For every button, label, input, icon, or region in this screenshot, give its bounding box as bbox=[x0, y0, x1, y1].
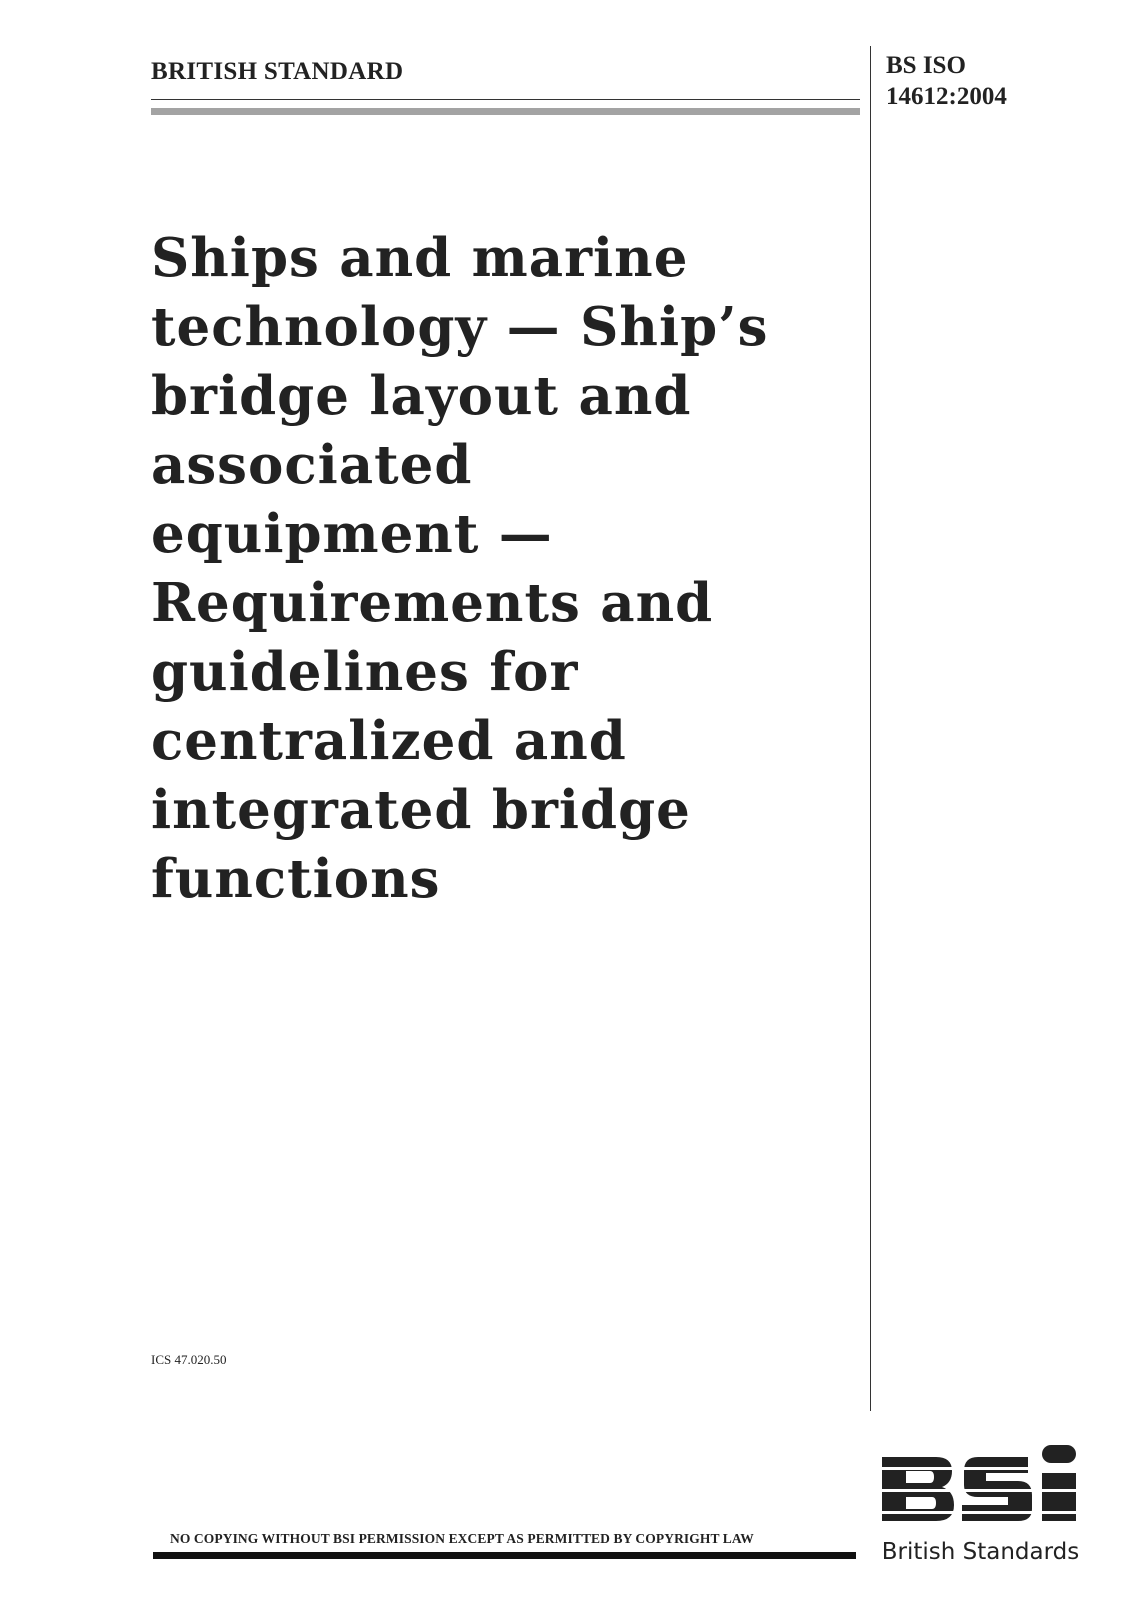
header-rule-thin bbox=[151, 99, 860, 100]
title-line: centralized and bbox=[151, 710, 627, 772]
title-line: integrated bridge bbox=[151, 779, 691, 841]
ics-code: ICS 47.020.50 bbox=[151, 1352, 227, 1367]
vertical-divider bbox=[870, 46, 871, 1411]
standard-number bbox=[886, 50, 1007, 112]
title-line: Requirements and bbox=[151, 572, 714, 634]
title-line: equipment — bbox=[151, 503, 553, 565]
bsi-logo bbox=[878, 1443, 1083, 1578]
standard-number-line: BS ISO bbox=[886, 52, 966, 79]
title-line: technology — Ship’s bbox=[151, 296, 769, 358]
title-line: functions bbox=[151, 848, 441, 910]
copyright-notice: NO COPYING WITHOUT BSI PERMISSION EXCEPT AS PERMITTED BY COPYRIGHT LAW bbox=[170, 1531, 754, 1546]
document-title bbox=[151, 224, 841, 914]
header-rule-thick bbox=[151, 108, 860, 115]
publication-type-label: BRITISH STANDARD bbox=[151, 58, 404, 85]
footer-rule bbox=[153, 1552, 856, 1559]
title-line: Ships and marine bbox=[151, 227, 689, 289]
title-line: guidelines for bbox=[151, 641, 579, 703]
title-line: associated bbox=[151, 434, 473, 496]
title-line: bridge layout and bbox=[151, 365, 692, 427]
bsi-logo-mark bbox=[878, 1443, 1083, 1533]
bsi-logo-caption: British Standards bbox=[881, 1539, 1080, 1565]
standard-number-line: 14612:2004 bbox=[886, 83, 1007, 110]
